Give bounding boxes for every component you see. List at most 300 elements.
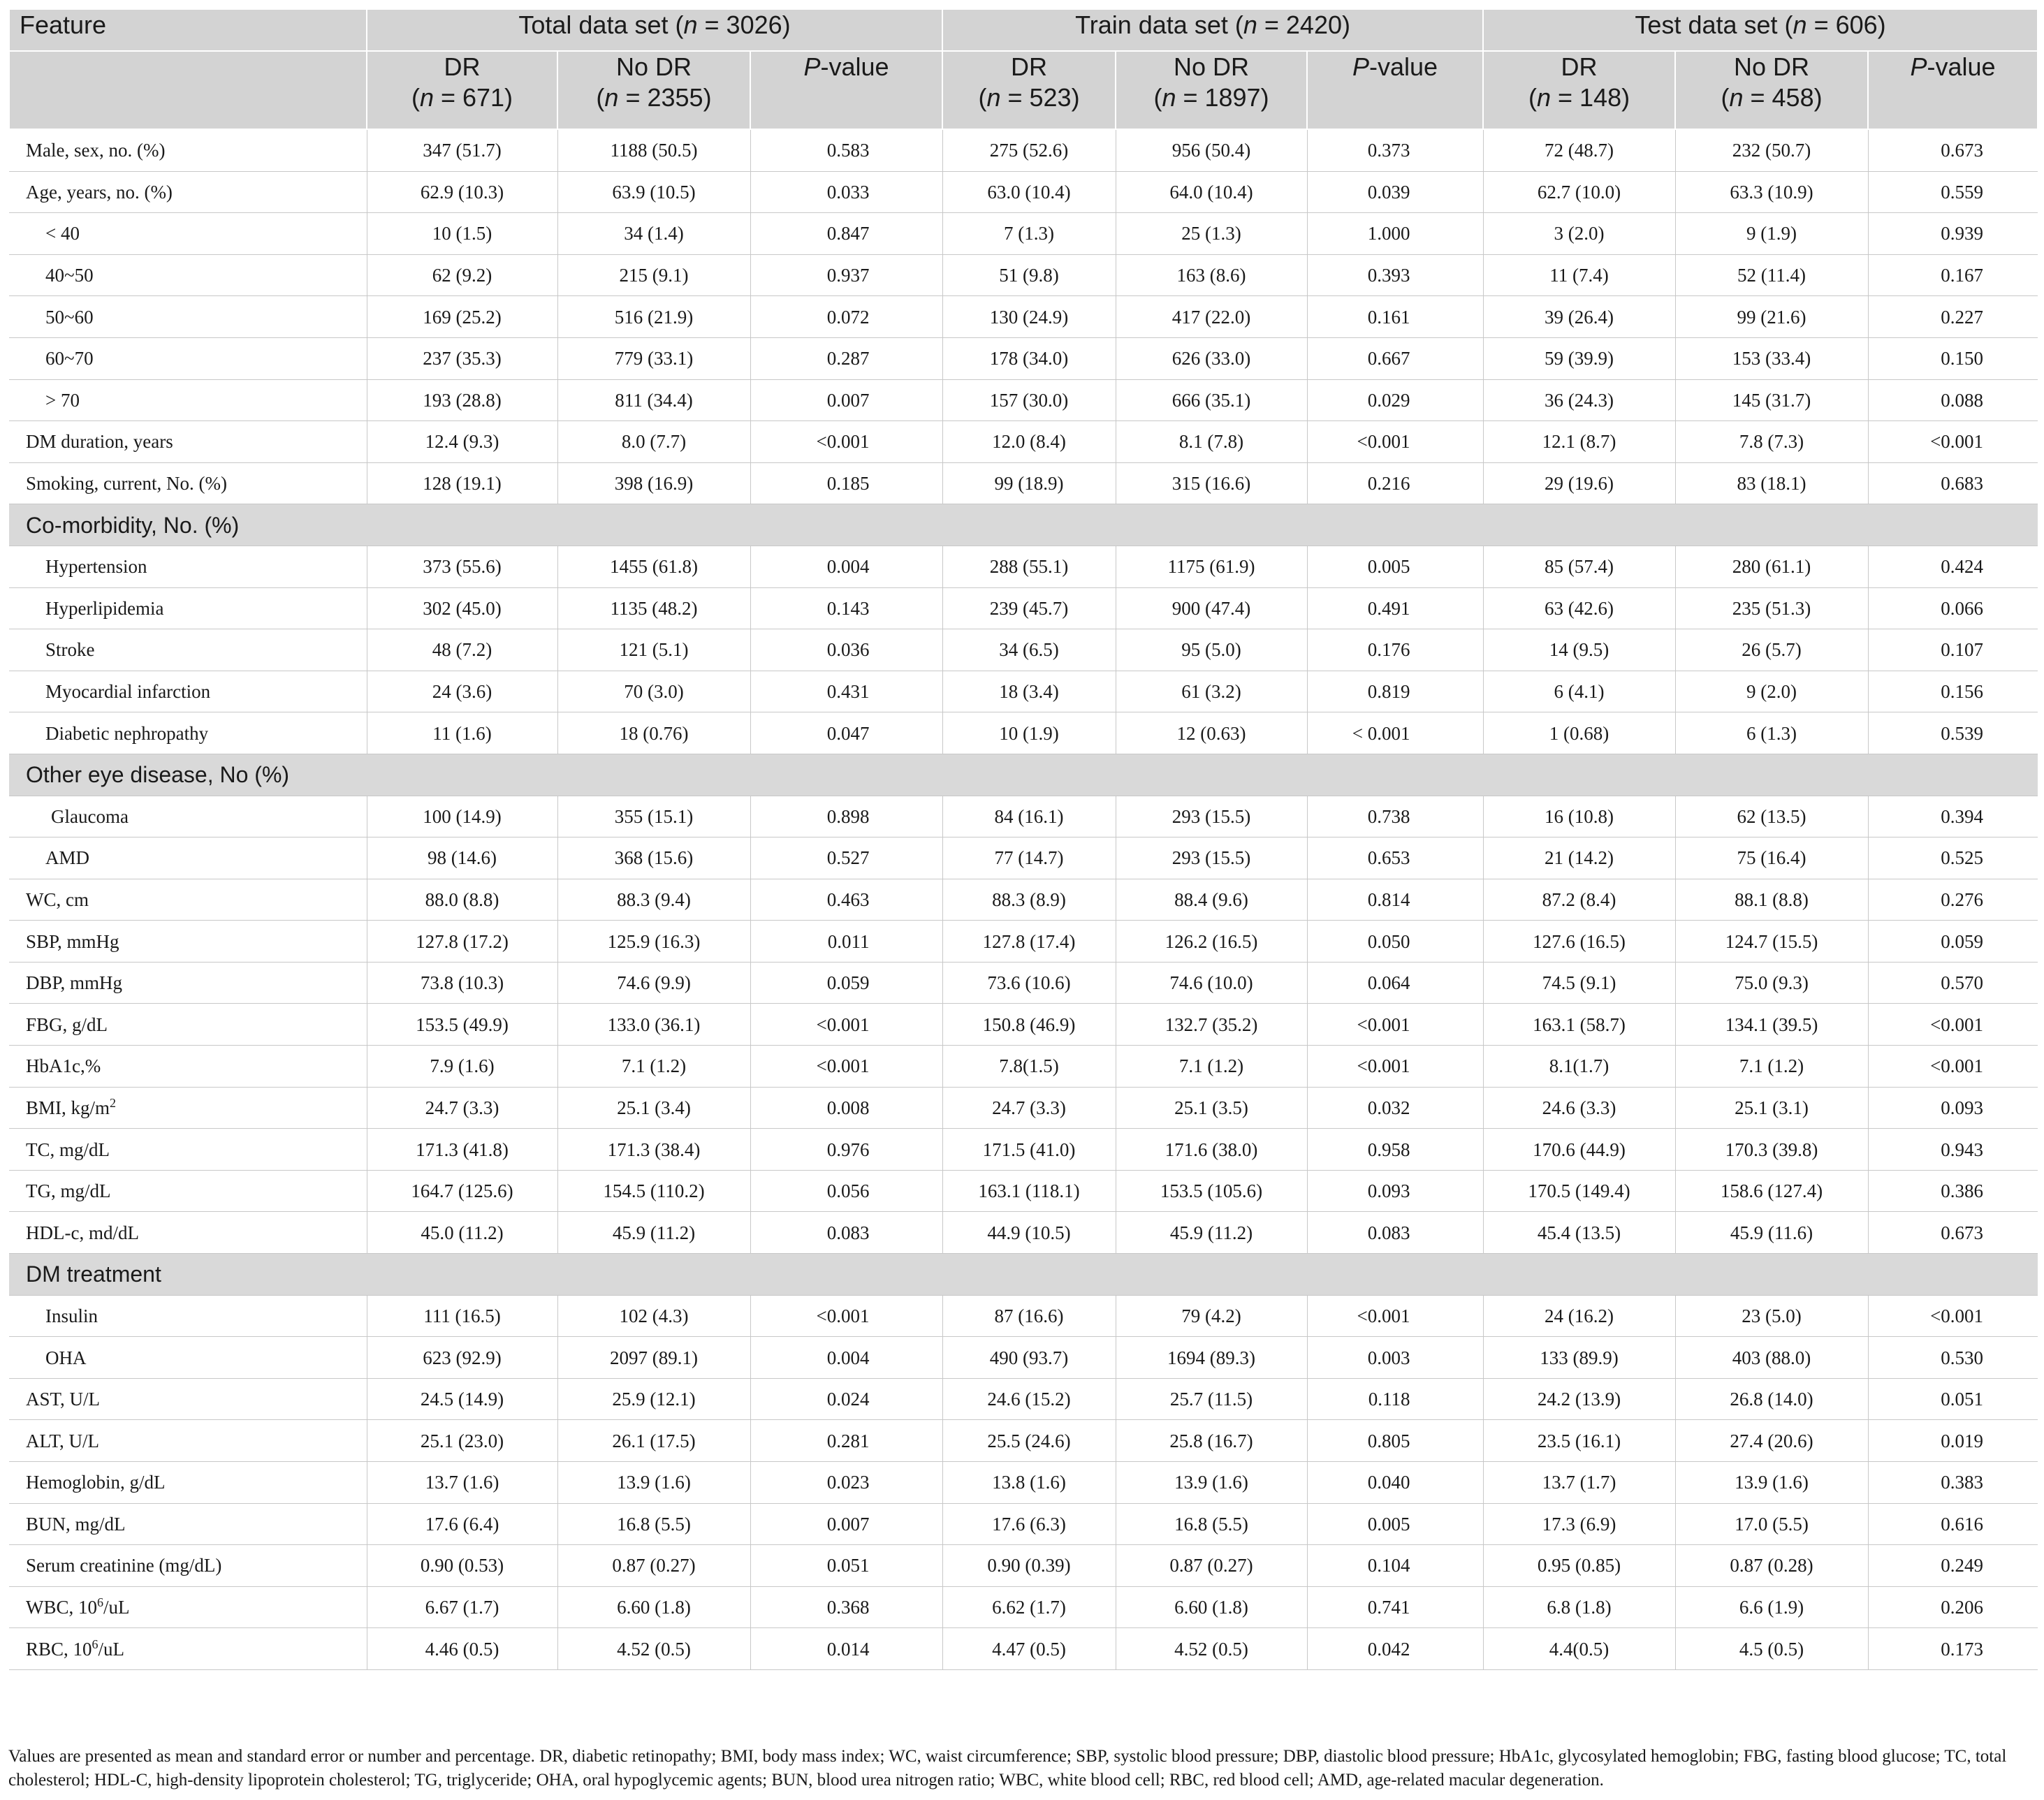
value-cell: 126.2 (16.5) xyxy=(1116,921,1307,963)
p-value-cell: 0.040 xyxy=(1307,1462,1483,1504)
p-value-cell: 0.539 xyxy=(1868,712,2038,754)
feature-unit-superscript: 6 xyxy=(97,1595,104,1610)
value-cell: 25.9 (12.1) xyxy=(557,1378,750,1420)
p-value-cell: 0.008 xyxy=(750,1087,942,1129)
section-header-row xyxy=(9,1254,2038,1296)
value-cell: 0.87 (0.27) xyxy=(557,1545,750,1587)
test-no-dr-header: No DR (n = 458) xyxy=(1675,51,1868,129)
value-cell: 25.8 (16.7) xyxy=(1116,1420,1307,1462)
value-cell: 232 (50.7) xyxy=(1675,129,1868,171)
value-cell: 34 (6.5) xyxy=(942,629,1116,671)
value-cell: 293 (15.5) xyxy=(1116,837,1307,879)
table-row xyxy=(9,379,2038,421)
value-cell: 63 (42.6) xyxy=(1483,587,1675,629)
feature-label: Myocardial infarction xyxy=(45,681,211,703)
p-value-cell: 0.176 xyxy=(1307,629,1483,671)
test-data-set-header: Test data set (n = 606) xyxy=(1483,9,2038,51)
feature-label: AMD xyxy=(45,847,90,869)
value-cell: 24 (16.2) xyxy=(1483,1295,1675,1337)
p-value-cell: 0.525 xyxy=(1868,837,2038,879)
value-cell: 24.7 (3.3) xyxy=(367,1087,557,1129)
value-cell: 23.5 (16.1) xyxy=(1483,1420,1675,1462)
feature-column-header: Feature xyxy=(9,9,367,51)
p-value-cell: 0.014 xyxy=(750,1628,942,1670)
p-value-cell: 0.150 xyxy=(1868,337,2038,379)
value-cell: 171.5 (41.0) xyxy=(942,1129,1116,1171)
p-value-cell: 0.051 xyxy=(750,1545,942,1587)
value-cell: 45.4 (13.5) xyxy=(1483,1212,1675,1254)
table-row xyxy=(9,1628,2038,1670)
feature-label: > 70 xyxy=(45,389,80,411)
value-cell: 25.1 (3.4) xyxy=(557,1087,750,1129)
p-value-cell: <0.001 xyxy=(1868,1004,2038,1046)
train-p-value-header: P-value xyxy=(1307,51,1483,129)
p-value-cell: <0.001 xyxy=(750,421,942,463)
feature-label: RBC, 10 xyxy=(26,1638,92,1660)
p-value-cell: 0.216 xyxy=(1307,462,1483,504)
table-body xyxy=(9,129,2038,1669)
value-cell: 64.0 (10.4) xyxy=(1116,171,1307,213)
value-cell: 25.7 (11.5) xyxy=(1116,1378,1307,1420)
p-value-cell: 0.431 xyxy=(750,671,942,712)
table-row xyxy=(9,1420,2038,1462)
p-value-cell: 0.527 xyxy=(750,837,942,879)
value-cell: 170.5 (149.4) xyxy=(1483,1170,1675,1212)
value-cell: 79 (4.2) xyxy=(1116,1295,1307,1337)
p-value-cell: 0.019 xyxy=(1868,1420,2038,1462)
feature-cell xyxy=(9,421,367,463)
feature-label: Male, sex, no. (%) xyxy=(26,140,166,161)
value-cell: 163 (8.6) xyxy=(1116,254,1307,296)
p-value-cell: 0.424 xyxy=(1868,546,2038,587)
value-cell: 516 (21.9) xyxy=(557,296,750,338)
test-p-value-header: P-value xyxy=(1868,51,2038,129)
p-value-cell: 0.683 xyxy=(1868,462,2038,504)
p-value-cell: 0.463 xyxy=(750,879,942,921)
total-dr-header: DR (n = 671) xyxy=(367,51,557,129)
value-cell: 6.60 (1.8) xyxy=(1116,1586,1307,1628)
value-cell: 45.9 (11.6) xyxy=(1675,1212,1868,1254)
value-cell: 62 (13.5) xyxy=(1675,796,1868,837)
value-cell: 48 (7.2) xyxy=(367,629,557,671)
feature-label: Stroke xyxy=(45,639,95,661)
value-cell: 12 (0.63) xyxy=(1116,712,1307,754)
p-value-cell: <0.001 xyxy=(750,1004,942,1046)
value-cell: 0.90 (0.39) xyxy=(942,1545,1116,1587)
feature-label: 50~60 xyxy=(45,306,94,328)
p-value-cell: 0.491 xyxy=(1307,587,1483,629)
value-cell: 1135 (48.2) xyxy=(557,587,750,629)
value-cell: 7.8(1.5) xyxy=(942,1046,1116,1088)
table-row xyxy=(9,1545,2038,1587)
feature-cell xyxy=(9,1004,367,1046)
value-cell: 315 (16.6) xyxy=(1116,462,1307,504)
p-value-cell: 0.007 xyxy=(750,1503,942,1545)
section-label: Co-morbidity, No. (%) xyxy=(9,504,2038,546)
table-row xyxy=(9,1337,2038,1379)
feature-cell xyxy=(9,1212,367,1254)
p-value-cell: 0.023 xyxy=(750,1462,942,1504)
p-value-cell: 0.024 xyxy=(750,1378,942,1420)
feature-label: OHA xyxy=(45,1347,87,1368)
value-cell: 302 (45.0) xyxy=(367,587,557,629)
value-cell: 1188 (50.5) xyxy=(557,129,750,171)
p-value-cell: 0.943 xyxy=(1868,1129,2038,1171)
train-dr-header: DR (n = 523) xyxy=(942,51,1116,129)
value-cell: 29 (19.6) xyxy=(1483,462,1675,504)
value-cell: 88.4 (9.6) xyxy=(1116,879,1307,921)
value-cell: 45.9 (11.2) xyxy=(557,1212,750,1254)
p-value-cell: 0.898 xyxy=(750,796,942,837)
value-cell: 74.5 (9.1) xyxy=(1483,962,1675,1004)
value-cell: 17.6 (6.3) xyxy=(942,1503,1116,1545)
value-cell: 88.1 (8.8) xyxy=(1675,879,1868,921)
feature-cell xyxy=(9,1087,367,1129)
feature-label: ALT, U/L xyxy=(26,1430,99,1451)
value-cell: 13.7 (1.7) xyxy=(1483,1462,1675,1504)
value-cell: 130 (24.9) xyxy=(942,296,1116,338)
p-value-cell: <0.001 xyxy=(1307,1295,1483,1337)
value-cell: 75 (16.4) xyxy=(1675,837,1868,879)
value-cell: 626 (33.0) xyxy=(1116,337,1307,379)
table-row xyxy=(9,421,2038,463)
train-no-dr-header: No DR (n = 1897) xyxy=(1116,51,1307,129)
value-cell: 11 (1.6) xyxy=(367,712,557,754)
value-cell: 7.1 (1.2) xyxy=(1675,1046,1868,1088)
feature-label: FBG, g/dL xyxy=(26,1014,108,1035)
value-cell: 25.1 (3.1) xyxy=(1675,1087,1868,1129)
p-value-cell: 0.161 xyxy=(1307,296,1483,338)
p-value-cell: 0.050 xyxy=(1307,921,1483,963)
feature-cell xyxy=(9,1628,367,1670)
value-cell: 16.8 (5.5) xyxy=(557,1503,750,1545)
value-cell: 237 (35.3) xyxy=(367,337,557,379)
feature-label: DM duration, years xyxy=(26,431,173,453)
feature-cell xyxy=(9,129,367,171)
feature-cell xyxy=(9,1046,367,1088)
feature-label: TG, mg/dL xyxy=(26,1180,111,1202)
value-cell: 70 (3.0) xyxy=(557,671,750,712)
table-row xyxy=(9,546,2038,587)
value-cell: 121 (5.1) xyxy=(557,629,750,671)
p-value-cell: 0.033 xyxy=(750,171,942,213)
value-cell: 163.1 (118.1) xyxy=(942,1170,1116,1212)
feature-cell xyxy=(9,629,367,671)
value-cell: 13.8 (1.6) xyxy=(942,1462,1116,1504)
feature-cell xyxy=(9,1420,367,1462)
p-value-cell: 0.032 xyxy=(1307,1087,1483,1129)
value-cell: 59 (39.9) xyxy=(1483,337,1675,379)
value-cell: 24.6 (3.3) xyxy=(1483,1087,1675,1129)
value-cell: 98 (14.6) xyxy=(367,837,557,879)
feature-cell xyxy=(9,337,367,379)
value-cell: 17.0 (5.5) xyxy=(1675,1503,1868,1545)
p-value-cell: 0.004 xyxy=(750,1337,942,1379)
p-value-cell: 0.741 xyxy=(1307,1586,1483,1628)
value-cell: 127.8 (17.4) xyxy=(942,921,1116,963)
p-value-cell: 0.036 xyxy=(750,629,942,671)
value-cell: 158.6 (127.4) xyxy=(1675,1170,1868,1212)
feature-label: WBC, 10 xyxy=(26,1597,98,1618)
p-value-cell: 0.939 xyxy=(1868,213,2038,255)
feature-label: 40~50 xyxy=(45,265,94,286)
value-cell: 127.8 (17.2) xyxy=(367,921,557,963)
value-cell: 26 (5.7) xyxy=(1675,629,1868,671)
p-value-cell: 0.007 xyxy=(750,379,942,421)
value-cell: 51 (9.8) xyxy=(942,254,1116,296)
value-cell: 623 (92.9) xyxy=(367,1337,557,1379)
section-header-row xyxy=(9,504,2038,546)
value-cell: 13.9 (1.6) xyxy=(1116,1462,1307,1504)
table-row xyxy=(9,671,2038,712)
p-value-cell: 0.003 xyxy=(1307,1337,1483,1379)
feature-label: DBP, mmHg xyxy=(26,972,123,994)
value-cell: 150.8 (46.9) xyxy=(942,1004,1116,1046)
value-cell: 666 (35.1) xyxy=(1116,379,1307,421)
feature-label: TC, mg/dL xyxy=(26,1139,110,1160)
value-cell: 18 (0.76) xyxy=(557,712,750,754)
table-header xyxy=(9,9,2038,129)
table-row xyxy=(9,962,2038,1004)
value-cell: 74.6 (9.9) xyxy=(557,962,750,1004)
value-cell: 6 (1.3) xyxy=(1675,712,1868,754)
value-cell: 373 (55.6) xyxy=(367,546,557,587)
value-cell: 16.8 (5.5) xyxy=(1116,1503,1307,1545)
table-row xyxy=(9,921,2038,963)
feature-cell xyxy=(9,462,367,504)
value-cell: 134.1 (39.5) xyxy=(1675,1004,1868,1046)
value-cell: 12.0 (8.4) xyxy=(942,421,1116,463)
value-cell: 88.0 (8.8) xyxy=(367,879,557,921)
p-value-cell: 0.083 xyxy=(1307,1212,1483,1254)
feature-label: AST, U/L xyxy=(26,1389,100,1410)
value-cell: 73.6 (10.6) xyxy=(942,962,1116,1004)
value-cell: 153 (33.4) xyxy=(1675,337,1868,379)
feature-cell xyxy=(9,1503,367,1545)
value-cell: 4.4(0.5) xyxy=(1483,1628,1675,1670)
value-cell: 171.6 (38.0) xyxy=(1116,1129,1307,1171)
p-value-cell: 0.227 xyxy=(1868,296,2038,338)
p-value-cell: 0.249 xyxy=(1868,1545,2038,1587)
value-cell: 99 (21.6) xyxy=(1675,296,1868,338)
value-cell: 10 (1.9) xyxy=(942,712,1116,754)
value-cell: 145 (31.7) xyxy=(1675,379,1868,421)
feature-label: Serum creatinine (mg/dL) xyxy=(26,1555,222,1576)
value-cell: 128 (19.1) xyxy=(367,462,557,504)
feature-cell xyxy=(9,171,367,213)
value-cell: 235 (51.3) xyxy=(1675,587,1868,629)
p-value-cell: 0.056 xyxy=(750,1170,942,1212)
value-cell: 2097 (89.1) xyxy=(557,1337,750,1379)
total-data-set-header: Total data set (n = 3026) xyxy=(367,9,942,51)
value-cell: 170.6 (44.9) xyxy=(1483,1129,1675,1171)
value-cell: 12.4 (9.3) xyxy=(367,421,557,463)
p-value-cell: 0.276 xyxy=(1868,879,2038,921)
feature-label: HbA1c,% xyxy=(26,1055,101,1077)
p-value-cell: 0.287 xyxy=(750,337,942,379)
feature-label: Glaucoma xyxy=(51,805,129,827)
value-cell: 100 (14.9) xyxy=(367,796,557,837)
value-cell: 153.5 (49.9) xyxy=(367,1004,557,1046)
p-value-cell: 0.814 xyxy=(1307,879,1483,921)
p-value-cell: 0.583 xyxy=(750,129,942,171)
value-cell: 16 (10.8) xyxy=(1483,796,1675,837)
p-value-cell: 0.570 xyxy=(1868,962,2038,1004)
value-cell: 178 (34.0) xyxy=(942,337,1116,379)
p-value-cell: 0.059 xyxy=(1868,921,2038,963)
p-value-cell: 0.847 xyxy=(750,213,942,255)
feature-cell xyxy=(9,213,367,255)
value-cell: 9 (1.9) xyxy=(1675,213,1868,255)
value-cell: 52 (11.4) xyxy=(1675,254,1868,296)
p-value-cell: <0.001 xyxy=(1868,1046,2038,1088)
p-value-cell: 1.000 xyxy=(1307,213,1483,255)
feature-cell xyxy=(9,712,367,754)
value-cell: 25.1 (3.5) xyxy=(1116,1087,1307,1129)
table-row xyxy=(9,879,2038,921)
value-cell: 490 (93.7) xyxy=(942,1337,1116,1379)
value-cell: 62.9 (10.3) xyxy=(367,171,557,213)
data-table-document xyxy=(8,8,2037,1670)
table-row xyxy=(9,1586,2038,1628)
feature-label: Age, years, no. (%) xyxy=(26,181,173,203)
value-cell: 14 (9.5) xyxy=(1483,629,1675,671)
p-value-cell: 0.088 xyxy=(1868,379,2038,421)
feature-label: Diabetic nephropathy xyxy=(45,722,209,744)
value-cell: 157 (30.0) xyxy=(942,379,1116,421)
feature-label: Hyperlipidemia xyxy=(45,597,164,619)
value-cell: 11 (7.4) xyxy=(1483,254,1675,296)
p-value-cell: 0.805 xyxy=(1307,1420,1483,1462)
feature-cell xyxy=(9,1462,367,1504)
p-value-cell: 0.093 xyxy=(1307,1170,1483,1212)
value-cell: 347 (51.7) xyxy=(367,129,557,171)
value-cell: 368 (15.6) xyxy=(557,837,750,879)
value-cell: 288 (55.1) xyxy=(942,546,1116,587)
value-cell: 63.9 (10.5) xyxy=(557,171,750,213)
value-cell: 21 (14.2) xyxy=(1483,837,1675,879)
value-cell: 87.2 (8.4) xyxy=(1483,879,1675,921)
p-value-cell: 0.958 xyxy=(1307,1129,1483,1171)
value-cell: 10 (1.5) xyxy=(367,213,557,255)
value-cell: 63.0 (10.4) xyxy=(942,171,1116,213)
value-cell: 87 (16.6) xyxy=(942,1295,1116,1337)
feature-label: Hemoglobin, g/dL xyxy=(26,1472,166,1493)
value-cell: 811 (34.4) xyxy=(557,379,750,421)
value-cell: 124.7 (15.5) xyxy=(1675,921,1868,963)
table-row xyxy=(9,1212,2038,1254)
value-cell: 417 (22.0) xyxy=(1116,296,1307,338)
p-value-cell: 0.042 xyxy=(1307,1628,1483,1670)
feature-cell xyxy=(9,254,367,296)
value-cell: 169 (25.2) xyxy=(367,296,557,338)
value-cell: 7.9 (1.6) xyxy=(367,1046,557,1088)
p-value-cell: < 0.001 xyxy=(1307,712,1483,754)
p-value-cell: 0.206 xyxy=(1868,1586,2038,1628)
table-row xyxy=(9,587,2038,629)
value-cell: 4.52 (0.5) xyxy=(557,1628,750,1670)
feature-cell xyxy=(9,796,367,837)
section-label: Other eye disease, No (%) xyxy=(9,754,2038,796)
p-value-cell: 0.051 xyxy=(1868,1378,2038,1420)
value-cell: 24.6 (15.2) xyxy=(942,1378,1116,1420)
value-cell: 6.62 (1.7) xyxy=(942,1586,1116,1628)
value-cell: 88.3 (9.4) xyxy=(557,879,750,921)
feature-cell xyxy=(9,1170,367,1212)
section-label: DM treatment xyxy=(9,1254,2038,1296)
value-cell: 25 (1.3) xyxy=(1116,213,1307,255)
baseline-characteristics-table xyxy=(8,8,2038,1670)
value-cell: 355 (15.1) xyxy=(557,796,750,837)
value-cell: 132.7 (35.2) xyxy=(1116,1004,1307,1046)
value-cell: 171.3 (41.8) xyxy=(367,1129,557,1171)
p-value-cell: 0.029 xyxy=(1307,379,1483,421)
value-cell: 170.3 (39.8) xyxy=(1675,1129,1868,1171)
feature-unit-superscript: 2 xyxy=(110,1095,117,1110)
feature-cell xyxy=(9,587,367,629)
table-row xyxy=(9,296,2038,338)
value-cell: 74.6 (10.0) xyxy=(1116,962,1307,1004)
feature-label: Insulin xyxy=(45,1305,98,1326)
value-cell: 0.87 (0.27) xyxy=(1116,1545,1307,1587)
value-cell: 17.6 (6.4) xyxy=(367,1503,557,1545)
feature-label: 60~70 xyxy=(45,348,94,369)
feature-cell xyxy=(9,1586,367,1628)
value-cell: 85 (57.4) xyxy=(1483,546,1675,587)
p-value-cell: 0.976 xyxy=(750,1129,942,1171)
p-value-cell: <0.001 xyxy=(1307,1046,1483,1088)
feature-cell xyxy=(9,296,367,338)
value-cell: 18 (3.4) xyxy=(942,671,1116,712)
table-row xyxy=(9,1129,2038,1171)
value-cell: 7.1 (1.2) xyxy=(1116,1046,1307,1088)
feature-label: BMI, kg/m xyxy=(26,1097,110,1118)
p-value-cell: 0.005 xyxy=(1307,546,1483,587)
value-cell: 6 (4.1) xyxy=(1483,671,1675,712)
table-row xyxy=(9,1462,2038,1504)
value-cell: 24 (3.6) xyxy=(367,671,557,712)
feature-cell xyxy=(9,1545,367,1587)
value-cell: 171.3 (38.4) xyxy=(557,1129,750,1171)
value-cell: 73.8 (10.3) xyxy=(367,962,557,1004)
value-cell: 6.8 (1.8) xyxy=(1483,1586,1675,1628)
value-cell: 4.52 (0.5) xyxy=(1116,1628,1307,1670)
p-value-cell: 0.383 xyxy=(1868,1462,2038,1504)
value-cell: 280 (61.1) xyxy=(1675,546,1868,587)
p-value-cell: 0.393 xyxy=(1307,254,1483,296)
table-row xyxy=(9,837,2038,879)
value-cell: 83 (18.1) xyxy=(1675,462,1868,504)
value-cell: 36 (24.3) xyxy=(1483,379,1675,421)
test-dr-header: DR (n = 148) xyxy=(1483,51,1675,129)
feature-label: SBP, mmHg xyxy=(26,930,119,952)
p-value-cell: 0.072 xyxy=(750,296,942,338)
value-cell: 39 (26.4) xyxy=(1483,296,1675,338)
p-value-cell: <0.001 xyxy=(1307,1004,1483,1046)
table-footnote: Values are presented as mean and standard error or number and percentage. DR, diabetic retinopathy; BMI, body mass index; WC, waist circumference; SBP, systolic blood pressure; DBP, diastolic blood pressure; HbA1c, glycosylated hemoglobin; FBG, fasting blood glucose; TC, total cholesterol; HDL-C, high-density lipoprotein cholesterol; TG, triglyceride; OHA, oral hypoglycemic agents; BUN, blood urea nitrogen ratio; WBC, white blood cell; RBC, red blood cell; AMD, age-related macular degeneration. xyxy=(8,1747,2007,1790)
p-value-cell: 0.394 xyxy=(1868,796,2038,837)
p-value-cell: 0.819 xyxy=(1307,671,1483,712)
value-cell: 17.3 (6.9) xyxy=(1483,1503,1675,1545)
value-cell: 24.2 (13.9) xyxy=(1483,1378,1675,1420)
feature-cell xyxy=(9,546,367,587)
value-cell: 293 (15.5) xyxy=(1116,796,1307,837)
value-cell: 4.47 (0.5) xyxy=(942,1628,1116,1670)
value-cell: 26.1 (17.5) xyxy=(557,1420,750,1462)
value-cell: 25.5 (24.6) xyxy=(942,1420,1116,1462)
p-value-cell: <0.001 xyxy=(750,1046,942,1088)
feature-cell xyxy=(9,1295,367,1337)
